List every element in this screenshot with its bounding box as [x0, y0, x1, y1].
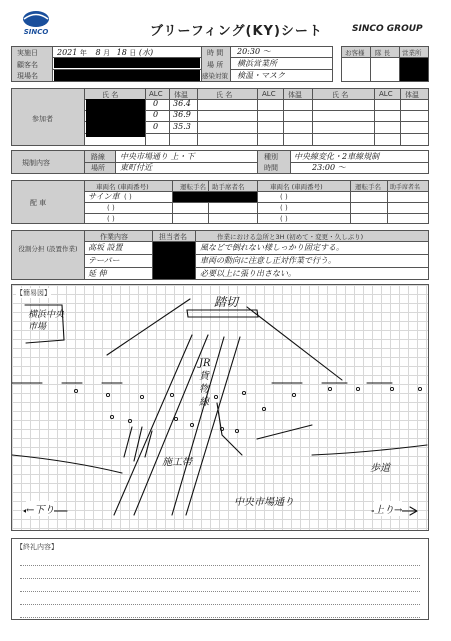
regulation-label: 規制内容: [22, 159, 50, 167]
col-notes: 作業における急所と3H (初めて・変更・久しぶり): [217, 233, 364, 241]
col-assistant-2: 助手席者名: [390, 184, 421, 191]
vehicles-label: 配 車: [30, 199, 47, 207]
col-alc-3: ALC: [379, 90, 393, 98]
vehicle-4-number: ( ): [280, 193, 288, 201]
page-title: ブリーフィング(KY)シート: [150, 24, 323, 39]
col-temp-2: 体温: [288, 91, 302, 99]
col-alc-2: ALC: [262, 90, 276, 98]
closing-line-4: [20, 592, 420, 605]
type-value: 中央線変化・2車線規制: [294, 152, 380, 161]
col-person: 担当者名: [159, 233, 187, 241]
vehicle-2-number: ( ): [107, 204, 115, 212]
approver-leader: 隊 長: [375, 49, 391, 57]
participants-label: 参加者: [32, 115, 53, 123]
time-label: 時 間: [207, 49, 224, 57]
regulation-place-label: 場所: [91, 164, 105, 172]
infection-value: 検温・マスク: [237, 71, 285, 80]
site-redacted: [54, 70, 200, 81]
regulation-section: [11, 150, 429, 174]
upbound-label: 上り→: [374, 501, 402, 516]
work-1-task: 高坂 設置: [88, 243, 123, 252]
approver-client: お客様: [345, 49, 365, 57]
col-car-2: 車両名 (車両番号): [270, 183, 323, 191]
work-2-task: テーパー: [88, 256, 120, 265]
infection-label: 感染対策: [202, 72, 228, 80]
vehicle-1-driver-redacted: [173, 192, 257, 202]
sketch-area: [11, 284, 429, 531]
work-3-task: 延 伸: [88, 269, 107, 278]
regulation-time-value: 23:00 〜: [312, 163, 346, 172]
approver-stamp-redacted: [400, 58, 428, 81]
col-car-1: 車両名 (車両番号): [96, 183, 149, 191]
work-label: 役割分担 (設置作業): [18, 245, 78, 253]
participant-3-alc: 0: [153, 122, 159, 131]
closing-section: [11, 538, 429, 620]
place-value: 横浜営業所: [237, 59, 277, 68]
info-block: [11, 46, 333, 82]
regulation-time-label: 時間: [264, 164, 278, 172]
col-name-1: 氏 名: [102, 91, 119, 99]
vehicle-5-number: ( ): [280, 204, 288, 212]
road-value: 中央市場通り 上・下: [120, 152, 195, 161]
col-work: 作業内容: [100, 233, 128, 241]
date-value: [57, 47, 153, 58]
date-weekday: (水): [138, 48, 154, 57]
closing-label: 【終礼内容】: [16, 543, 58, 551]
col-assistant-1: 助手席者名: [212, 183, 245, 191]
type-label: 種別: [264, 153, 278, 161]
downbound-label: ←下り: [26, 501, 54, 516]
participant-3-temp: 35.3: [173, 122, 191, 131]
date-month-unit: 月: [103, 49, 111, 57]
date-year-unit: 年: [79, 49, 87, 57]
col-name-2: 氏 名: [216, 91, 233, 99]
work-persons-redacted: [153, 242, 195, 279]
col-driver-1: 運転手名: [180, 183, 206, 191]
approver-office: 営業所: [402, 49, 422, 57]
col-alc-1: ALC: [149, 90, 163, 98]
brand-name: SINCO GROUP: [352, 24, 423, 34]
road-name-label: 中央市場通り: [234, 497, 294, 508]
vehicle-1-name: サイン車: [88, 192, 120, 201]
work-3-note: 必要以上に張り出さない。: [200, 269, 296, 278]
vehicles-section: [11, 180, 429, 224]
sinco-logo: [14, 8, 58, 36]
closing-line-1: [20, 553, 420, 566]
sketch-drawing: [12, 285, 428, 530]
participant-1-temp: 36.4: [173, 99, 191, 108]
closing-line-5: [20, 605, 420, 618]
date-month: 8: [95, 48, 101, 57]
participant-names-redacted: [86, 99, 145, 137]
participant-2-alc: 0: [153, 110, 159, 119]
work-section: [11, 230, 429, 280]
crossing-label: 踏切: [214, 295, 239, 309]
rail-label: JR貨物線: [199, 358, 211, 408]
work-2-note: 車両の動向に注意し正対作業で行う。: [200, 256, 336, 265]
closing-line-2: [20, 566, 420, 579]
sidewalk-label: 歩道: [370, 463, 390, 474]
road-label: 路線: [91, 153, 105, 161]
client-redacted: [54, 58, 200, 68]
closing-line-3: [20, 579, 420, 592]
market-area-label: 横浜中央市場: [28, 310, 65, 332]
vehicle-3-number: ( ): [107, 215, 115, 223]
sketch-label: 【簡易図】: [16, 289, 51, 297]
client-label: 顧客名: [17, 61, 38, 69]
approval-block: [341, 46, 429, 82]
date-day-unit: 日: [129, 49, 137, 57]
date-day: 18: [116, 48, 127, 57]
col-temp-3: 体温: [405, 91, 419, 99]
date-year: 2021: [57, 48, 78, 57]
vehicle-6-number: ( ): [280, 215, 288, 223]
time-value: 20:30 〜: [237, 47, 271, 56]
participants-section: [11, 88, 429, 146]
work-1-note: 風などで倒れない様しっかり固定する。: [200, 243, 344, 252]
place-label: 場 所: [207, 61, 224, 69]
col-name-3: 氏 名: [332, 91, 349, 99]
site-label: 現場名: [17, 72, 38, 80]
regulation-place-value: 東町付近: [120, 163, 152, 172]
vehicle-1-number: ( ): [124, 193, 132, 201]
participant-1-alc: 0: [153, 99, 159, 108]
date-label: 実施日: [17, 49, 38, 57]
col-driver-2: 運転手名: [355, 183, 381, 191]
logo-text: SINCO: [23, 28, 49, 36]
col-temp-1: 体温: [174, 91, 188, 99]
participant-2-temp: 36.9: [173, 110, 191, 119]
construction-zone-label: 施工帯: [162, 457, 192, 468]
